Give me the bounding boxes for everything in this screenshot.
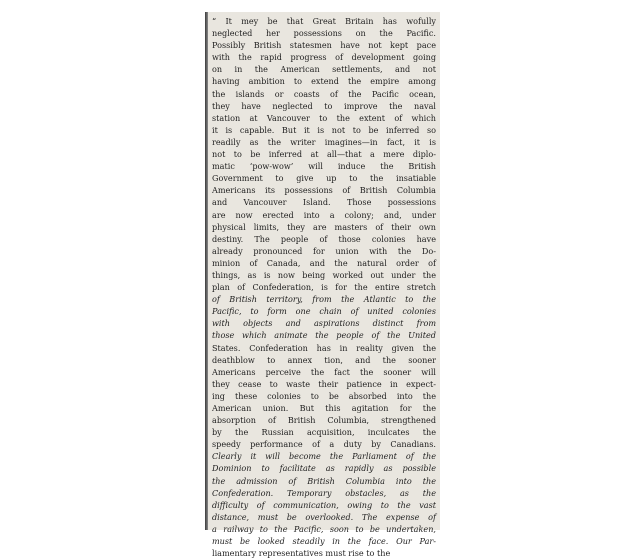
article-line: and Vancouver Island. Those possessions [212,197,436,208]
article-line: distance, must be overlooked. The expense of [212,511,436,522]
article-line: of British territory, from the Atlantic to the [212,294,436,305]
article-line: must be looked steadily in the face. Our Par- [212,536,436,547]
article-line: “ It mеy be that Great Britain has wofully [212,16,436,26]
article-line: Clearly it will become the Parliament of the [212,451,436,462]
article-line: having ambition to extend the empire among [212,76,436,87]
article-line: Americans its possessions of British Columbia [212,185,436,196]
article-column [212,15,436,559]
article-line: are now erected into a colony; and, under [212,209,436,220]
article-line: it is capable. But it is not to be inferred so [212,124,436,135]
article-line: with the rapid progress of development going [212,52,436,63]
article-line: the islands or coasts of the Pacific ocean, [212,88,436,99]
article-line: neglected her possessions on the Pacific. [212,28,436,39]
newspaper-clipping [205,12,440,559]
article-line: Possibly British statesmen have not kept pace [212,40,436,51]
article-line: Government to give up to the insatiable [212,173,436,184]
article-line: Pacific, to form one chain of united colonies [212,306,436,317]
article-line: difficulty of communication, owing to the vast [212,499,436,510]
article-line: Dominion to facilitate as rapidly as possible [212,463,436,474]
article-line: Confederation. Temporary obstacles, as the [212,487,436,498]
article-line: with objects and aspirations distinct from [212,318,436,329]
article-line: deathblow to annex tion, and the sooner [212,354,436,365]
article-line: absorption of British Columbia, strengthened [212,415,436,426]
article-line: they have neglected to improve the naval [212,100,436,111]
column-rule [205,12,208,530]
article-line: by the Russian acquisition, inculcates the [212,427,436,438]
article-line: readily as the writer imagines—in fact, it is [212,136,436,147]
article-line: minion of Canada, and the natural order of [212,257,436,268]
article-line: already pronounced for union with the Do- [212,245,436,256]
article-line: a railway to the Pacific, soon to be undertaken, [212,523,436,534]
article-line: speedy performance of a duty by Canadians. [212,439,436,450]
article-line: matic ‘pow-wow’ will induce the British [212,161,436,172]
article-line: American union. But this agitation for the [212,403,436,413]
article-line: those which animate the people of the United [212,330,436,341]
article-line: plan of Confederation, is for the entire stretch [212,282,436,293]
article-line: States. Confederation has in reality given the [212,342,436,353]
article-line: the admission of British Columbia into the [212,475,436,486]
article-line: on in the American settlements, and not [212,64,436,75]
article-line: Americans perceive the fact the sooner will [212,366,436,377]
article-line: not to be inferred at all—that a mere diplo- [212,149,436,160]
article-line: physical limits, they are masters of their own [212,221,436,232]
article-line: destiny. The people of those colonies have [212,233,436,244]
article-line: station at Vancouver to the extent of which [212,112,436,123]
article-line: liamentary representatives must rise to the [212,548,391,559]
article-line: ing these colonies to be absorbed into the [212,390,436,401]
article-line: they cease to waste their patience in expect- [212,378,436,389]
article-line: things, as is now being worked out under the [212,269,436,280]
